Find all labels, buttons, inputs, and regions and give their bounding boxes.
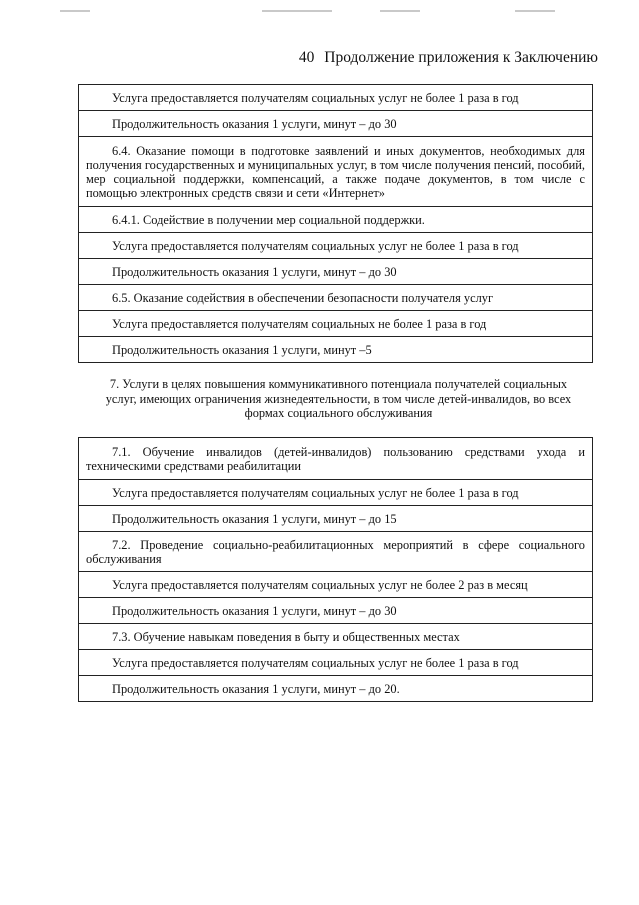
table-row	[79, 233, 593, 259]
service-frequency-cell: Услуга предоставляется получателям социальных услуг не более 1 раза в год	[79, 85, 593, 111]
service-duration-cell: Продолжительность оказания 1 услуги, минут – до 20.	[79, 676, 593, 702]
scan-artifact	[380, 10, 420, 12]
table-row	[79, 207, 593, 233]
service-title-cell: 7.2. Проведение социально-реабилитационных мероприятий в сфере социального обслуживания	[79, 532, 593, 572]
service-duration-cell: Продолжительность оказания 1 услуги, минут – до 30	[79, 111, 593, 137]
table-row	[79, 572, 593, 598]
page-header	[299, 49, 598, 67]
table-row	[79, 85, 593, 111]
service-title-cell: 7.1. Обучение инвалидов (детей-инвалидов) пользованию средствами ухода и техническими средствами реабилитации	[79, 438, 593, 480]
service-frequency-cell: Услуга предоставляется получателям социальных услуг не более 2 раз в месяц	[79, 572, 593, 598]
table-row	[79, 506, 593, 532]
section-heading-line: формах социального обслуживания	[244, 406, 433, 420]
service-duration-cell: Продолжительность оказания 1 услуги, минут – до 15	[79, 506, 593, 532]
table-row	[79, 676, 593, 702]
service-frequency-cell: Услуга предоставляется получателям социальных услуг не более 1 раза в год	[79, 480, 593, 506]
section-heading-line: 7. Услуги в целях повышения коммуникативного потенциала получателей социальных	[109, 377, 568, 391]
table-row	[79, 624, 593, 650]
service-duration-cell: Продолжительность оказания 1 услуги, минут – до 30	[79, 259, 593, 285]
service-frequency-cell: Услуга предоставляется получателям социальных услуг не более 1 раза в год	[79, 233, 593, 259]
table-row	[79, 438, 593, 480]
table-row	[79, 532, 593, 572]
page-header-title: Продолжение приложения к Заключению	[324, 49, 598, 66]
scan-artifact	[262, 10, 332, 12]
scan-artifact	[60, 10, 90, 12]
service-subtitle-cell: 6.4.1. Содействие в получении мер социальной поддержки.	[79, 207, 593, 233]
table-row	[79, 137, 593, 207]
service-title-cell: 6.4. Оказание помощи в подготовке заявлений и иных документов, необходимых для получения государственных и муниципальных услуг, в том числе получения пенсий, пособий, мер социальной поддержки, компенсаций, а также подаче документов, в том числе с помощью электронных средств связи и сети «Интернет»	[79, 137, 593, 207]
service-frequency-cell: Услуга предоставляется получателям социальных не более 1 раза в год	[79, 311, 593, 337]
table-row	[79, 285, 593, 311]
page-number: 40	[298, 49, 315, 66]
service-duration-cell: Продолжительность оказания 1 услуги, минут – до 30	[79, 598, 593, 624]
section-heading-line: услуг, имеющих ограничения жизнедеятельности, в том числе детей-инвалидов, во всех	[105, 391, 572, 406]
table-row	[79, 337, 593, 363]
table-row	[79, 650, 593, 676]
table-row	[79, 259, 593, 285]
service-title-cell: 7.3. Обучение навыкам поведения в быту и общественных местах	[79, 624, 593, 650]
services-table-section-6	[78, 84, 593, 363]
scan-artifact	[515, 10, 555, 12]
table-row	[79, 111, 593, 137]
service-title-cell: 6.5. Оказание содействия в обеспечении безопасности получателя услуг	[79, 285, 593, 311]
table-row	[79, 598, 593, 624]
table-row	[79, 311, 593, 337]
service-frequency-cell: Услуга предоставляется получателям социальных услуг не более 1 раза в год	[79, 650, 593, 676]
section-7-heading	[78, 377, 599, 421]
services-table-section-7	[78, 437, 593, 702]
table-row	[79, 480, 593, 506]
service-duration-cell: Продолжительность оказания 1 услуги, минут –5	[79, 337, 593, 363]
